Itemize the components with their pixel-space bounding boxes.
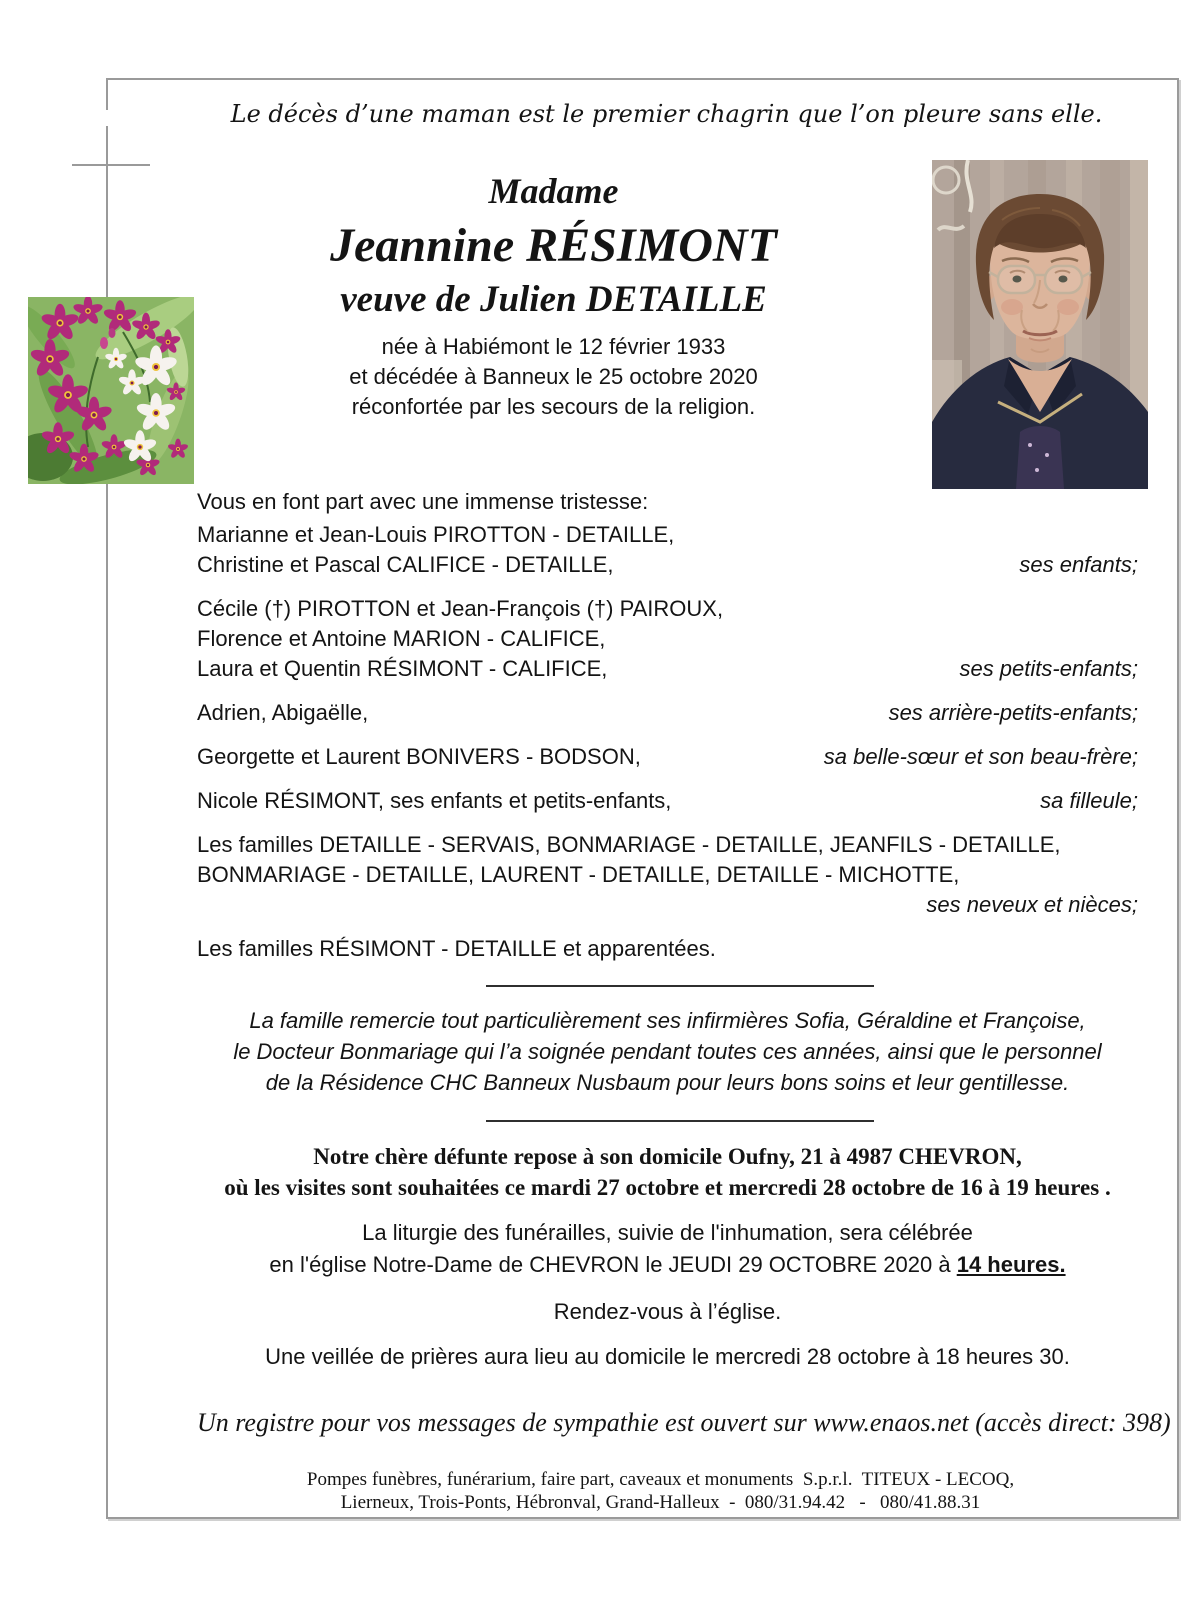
family-line: Cécile (†) PIROTTON et Jean-François (†) PAIROUX, — [197, 596, 724, 621]
footer-line: Pompes funèbres, funérarium, faire part, caveaux et monuments S.p.r.l. TITEUX - LECOQ, — [306, 1469, 1015, 1490]
birth-line: née à Habiémont le 12 février 1933 — [381, 334, 726, 359]
visits-line: où les visites sont souhaitées ce mardi 27 octobre et mercredi 28 octobre de 16 à 19 heures . — [224, 1175, 1111, 1200]
separator-line — [486, 1120, 874, 1122]
thanks-line: La famille remercie tout particulièrement ses infirmières Sofia, Géraldine et Françoise, — [249, 1008, 1086, 1033]
family-line: Les familles DETAILLE - SERVAIS, BONMARIAGE - DETAILLE, JEANFILS - DETAILLE, — [197, 832, 1061, 857]
relation-label: ses neveux et nièces; — [926, 892, 1138, 917]
family-line: Adrien, Abigaëlle, — [197, 700, 369, 725]
announcement-intro: Vous en font part avec une immense tristesse: — [197, 489, 649, 514]
thanks-line: le Docteur Bonmariage qui l’a soignée pendant toutes ces années, ainsi que le personnel — [233, 1039, 1102, 1064]
separator-line — [486, 985, 874, 987]
family-group-goddaughter — [197, 786, 1138, 816]
meeting-line: Rendez-vous à l’église. — [553, 1299, 782, 1324]
heading-block — [197, 170, 910, 422]
liturgy-line: La liturgie des funérailles, suivie de l'inhumation, sera célébrée — [362, 1220, 973, 1245]
vigil-line: Une veillée de prières aura lieu au domicile le mercredi 28 octobre à 18 heures 30. — [265, 1344, 1070, 1369]
relation-label: ses enfants; — [1019, 552, 1138, 577]
thanks-line: de la Résidence CHC Banneux Nusbaum pour leurs bons soins et leur gentillesse. — [265, 1070, 1070, 1095]
family-line: Christine et Pascal CALIFICE - DETAILLE, — [197, 552, 614, 577]
family-list — [197, 520, 1138, 978]
repose-paragraph — [197, 1141, 1138, 1203]
family-line: Georgette et Laurent BONIVERS - BODSON, — [197, 744, 641, 769]
family-group-grandchildren — [197, 594, 1138, 684]
portrait-photo — [932, 160, 1148, 489]
widow-line: veuve de Julien DETAILLE — [340, 279, 767, 320]
family-line: Laura et Quentin RÉSIMONT - CALIFICE, — [197, 656, 608, 681]
church-line — [197, 1249, 1138, 1281]
vital-lines — [197, 332, 910, 422]
religion-line: réconfortée par les secours de la religion. — [351, 394, 756, 419]
epigraph: Le décès d’une maman est le premier chagrin que l’on pleure sans elle. — [230, 100, 1103, 128]
funeral-time: 14 heures. — [956, 1252, 1066, 1277]
family-line: Nicole RÉSIMONT, ses enfants et petits-enfants, — [197, 788, 672, 813]
cross-mark — [72, 164, 150, 166]
family-line: Les familles RÉSIMONT - DETAILLE et apparentées. — [197, 936, 716, 961]
orchid-photo — [28, 297, 194, 484]
death-line: et décédée à Banneux le 25 octobre 2020 — [349, 364, 758, 389]
relation-label: sa filleule; — [1040, 788, 1138, 813]
family-group-related-families — [197, 934, 1138, 964]
relation-label: sa belle-sœur et son beau-frère; — [823, 744, 1138, 769]
family-group-nieces-nephews — [197, 830, 1138, 920]
funeral-home-footer — [190, 1468, 1131, 1514]
footer-line: Lierneux, Trois-Ponts, Hébronval, Grand-Halleux - 080/31.94.42 - 080/41.88.31 — [340, 1492, 981, 1513]
family-line: Florence et Antoine MARION - CALIFICE, — [197, 626, 606, 651]
registry-line: Un registre pour vos messages de sympathie est ouvert sur www.enaos.net (accès direct: 398) — [197, 1408, 1171, 1437]
deceased-name: Jeannine RÉSIMONT — [330, 219, 777, 272]
family-group-inlaws — [197, 742, 1138, 772]
family-line: BONMARIAGE - DETAILLE, LAURENT - DETAILLE, DETAILLE - MICHOTTE, — [197, 862, 960, 887]
title-madame: Madame — [488, 171, 619, 211]
funeral-paragraph — [197, 1217, 1138, 1281]
family-group-great-grandchildren — [197, 698, 1138, 728]
relation-label: ses petits-enfants; — [959, 656, 1138, 681]
thanks-paragraph — [197, 1005, 1138, 1098]
church-line-prefix: en l'église Notre-Dame de CHEVRON le JEUDI 29 OCTOBRE 2020 à — [269, 1252, 957, 1277]
family-group-children — [197, 520, 1138, 580]
relation-label: ses arrière-petits-enfants; — [888, 700, 1138, 725]
family-line: Marianne et Jean-Louis PIROTTON - DETAILLE, — [197, 522, 675, 547]
repose-line: Notre chère défunte repose à son domicile Oufny, 21 à 4987 CHEVRON, — [313, 1144, 1022, 1169]
